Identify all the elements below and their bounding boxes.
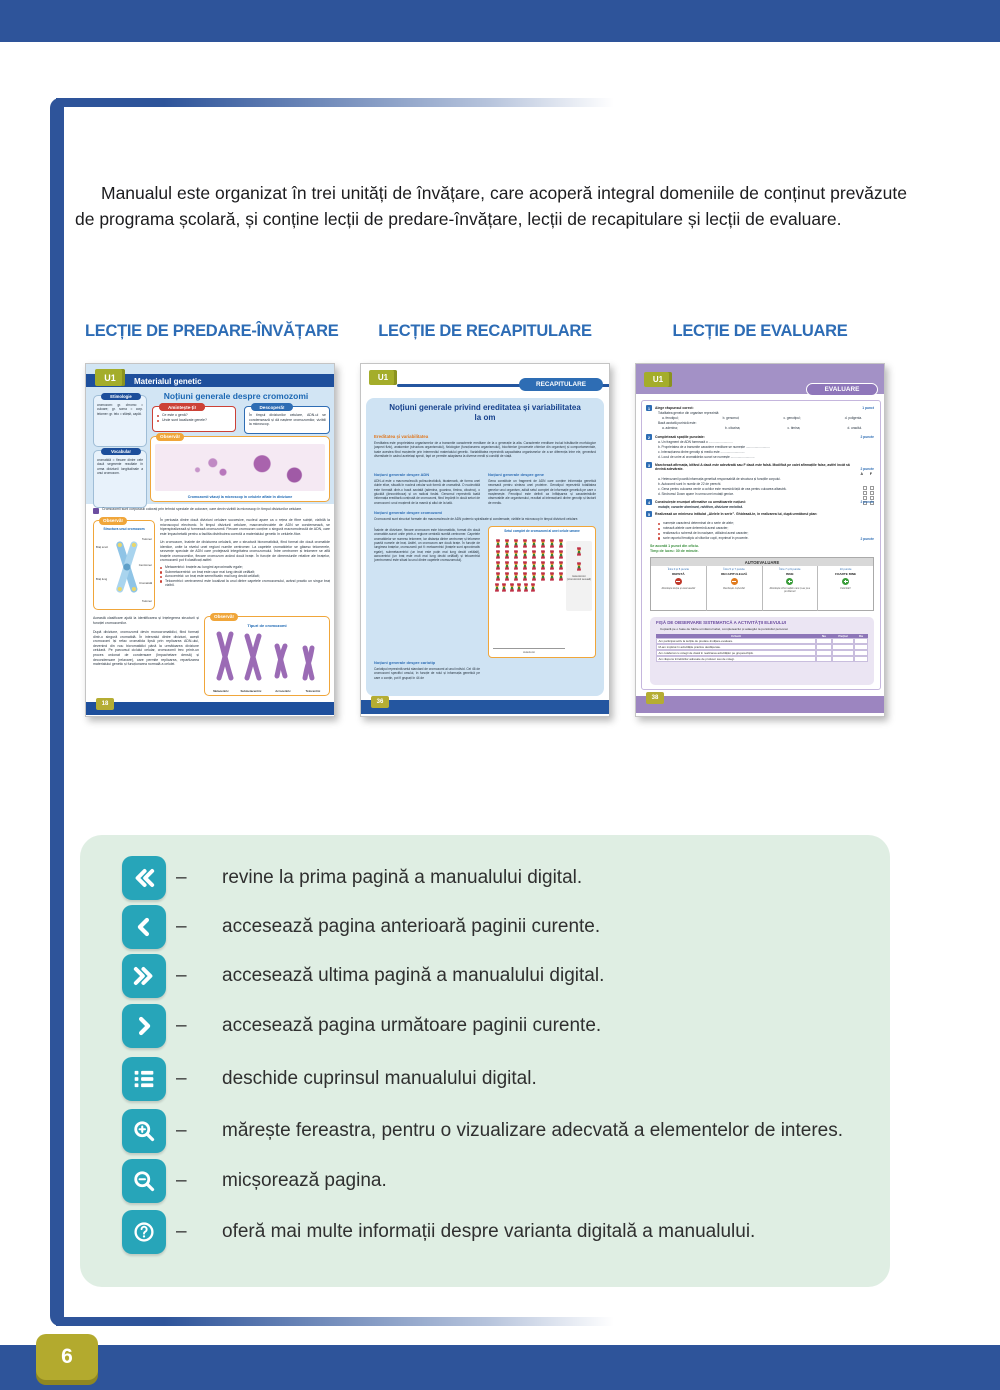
note-icon xyxy=(93,508,99,514)
fisa-header-nu: Nu xyxy=(816,634,832,638)
etimologie-box xyxy=(93,395,147,447)
autoeval-col xyxy=(651,566,707,611)
microscopy-image xyxy=(155,444,325,491)
q4-notions: mutație, caracter dominant, rahitism, diviziune meiotică. xyxy=(658,504,744,509)
q1-text: Alege răspunsul corect: xyxy=(655,405,694,410)
legend-item xyxy=(0,1159,1000,1203)
dash: – xyxy=(176,965,187,986)
fisa-panel xyxy=(650,617,874,685)
autoeval-col xyxy=(763,566,819,611)
heterozomi-label: Heterozomi (cromozomii sexuali) xyxy=(567,575,591,581)
autoeval-red-icon xyxy=(675,578,682,585)
q3-b: b. Autozomii sunt în număr de 22 de perechi. xyxy=(658,482,722,486)
heterozomi-panel xyxy=(566,541,592,611)
autoeval-label: REPETĂ xyxy=(672,572,685,576)
q1-option: a. fenotipul; xyxy=(662,416,679,420)
legend-item-text: mărește fereastra, pentru o vizualizare adecvată a elementelor de interes. xyxy=(222,1120,843,1141)
autoeval-label: BINE xyxy=(786,572,794,576)
etimologie-text: cromozom: gr. chromo = culoare; gr. soma = corp. telomer: gr. telo = sfârșit, capăt. xyxy=(97,403,143,416)
page-number-badge xyxy=(36,1334,98,1380)
heading-adn: Noțiuni generale despre ADN xyxy=(374,472,430,477)
fisa-caption: Copiază pe o foaie de hârtie următorul tabel, completează-l și adaugă-l la portofoliul personal. xyxy=(660,626,789,631)
karyotype-title: Setul complet de cromozomi al unei celule umane xyxy=(504,529,580,533)
label-telomer-bottom: Telomer xyxy=(142,599,152,603)
aminteste-item: Ce este o genă? xyxy=(157,413,232,418)
dash: – xyxy=(176,916,187,937)
label-telomer-top: Telomer xyxy=(142,537,152,541)
q1-sub2: Bază azotată purinică este: xyxy=(658,421,697,425)
observa-micro-box xyxy=(150,436,330,502)
q4-text: Construiește enunțuri afirmative cu următoarele noțiuni: xyxy=(655,499,746,504)
fisa-cell: Am răspuns întrebărilor adresate de profesor sau de colegi. xyxy=(656,656,816,662)
autoeval-note: Felicitări! xyxy=(840,587,851,590)
q1-points: 1 punct xyxy=(862,405,874,410)
chapter-title: Materialul genetic xyxy=(134,376,202,386)
vocabular-title: Vocabular xyxy=(101,448,141,455)
q3-number: 3 xyxy=(647,462,651,468)
legend-item-text: accesează pagina anterioară paginii curente. xyxy=(222,916,601,937)
fisa-header-partial: Parțial xyxy=(832,634,854,638)
q5-bullet: realizează o schemă de încrucișare, utilizând acest caracter; xyxy=(658,531,848,536)
paragraph-gene: Gena constituie un fragment de ADN care conține informația genetică necesară pentru sinteza unei proteine. Genotipul reprezintă totalitatea genelor unui organism, adică setul complet de informație genetică pe care o moștenește. Fenotipul este definit ca înfățișarea și caracteristicile observabile ale organismului, rezultat al interacțiunii dintre genotip și factorii de mediu. xyxy=(488,479,596,505)
vocabular-box xyxy=(93,450,147,508)
fisa-cell: Am colaborat cu colegii de clasă în realizarea activităților pe grupe/echipă. xyxy=(656,650,816,656)
chromosome-diagram xyxy=(111,535,141,599)
autoeval-orange-icon xyxy=(731,578,738,585)
heading-cariotip: Noțiuni generale despre cariotip xyxy=(374,660,436,665)
evaluare-panel xyxy=(641,400,881,690)
paragraph-cromozomi: Cromozomii sunt structuri formate din macromolecule de ADN puternic spiralizate și condensate, vizibile la microscop în timpul diviziunii celulare. xyxy=(374,517,579,521)
recapitulare-badge: RECAPITULARE xyxy=(519,378,603,391)
q4-points: 2 puncte xyxy=(860,499,874,504)
autoeval-range: 10 puncte xyxy=(839,568,852,571)
paragraph-4: După diviziune, cromozomii devin monocromatidici, fiind formați dintr-o singură cromatidă. În intervalul dintre diviziuni, acești cromozomi își refac cromatida lipsă prin replicarea ADN-ului, devenind din nou bicromatidici până la următoarea diviziune celulară. Pe parcursul ciclului celular, cromozomii trec printr-un proces ordonat de condensare (împachetare densă) și decondensare (relaxare), care permite replicarea, repartizarea materialului genetic și funcționarea normală a celulei. xyxy=(93,630,199,667)
label-brat-lung: Braț lung xyxy=(96,577,108,581)
legend-item xyxy=(0,856,1000,900)
dash: – xyxy=(176,1221,187,1242)
chromosome-types-illustration xyxy=(211,630,323,682)
page2-number: 36 xyxy=(371,696,389,708)
diagram-title: Structura unui cromozom xyxy=(103,527,145,531)
autoeval-range: Între 0 și 5 puncte xyxy=(667,568,690,571)
fisa-title: FIȘĂ DE OBSERVARE SISTEMATICĂ A ACTIVITĂȚII ELEVULUI xyxy=(656,620,787,625)
autoeval-green-icon xyxy=(842,578,849,585)
karyotype-grid xyxy=(493,537,565,592)
descopera-title: Descoperă! xyxy=(251,403,293,411)
bottom-band xyxy=(0,1345,1000,1390)
q3-a: a. Heterozomii poartă informația genetică responsabilă de structura și funcțiile corpului. xyxy=(658,477,781,481)
types-title: Tipuri de cromozomi xyxy=(247,623,287,628)
top-band xyxy=(0,0,1000,42)
q1-option: d. poligenia. xyxy=(844,416,862,420)
legend-item xyxy=(0,1109,1000,1153)
vocabular-text: cromatidă = fiecare dintre cele două segmente rezultate în urma diviziunii longitudinale a unui cromozom. xyxy=(97,458,143,475)
q2-c: c. Interacțiunea dintre genotip și mediu este ........................... xyxy=(658,450,745,454)
q3-c: c. Gena pentru culoarea verde a ochilor este recesivă față de cea pentru culoarea albastră. xyxy=(658,487,787,491)
autoeval-range: Între 5 și 7 puncte xyxy=(723,568,745,571)
paragraph-ereditate: Ereditatea este proprietatea organismelor de a transmite caracterele ereditare de la o generație la alta. Caracterele ereditare includ trăsăturile morfologice (aspect fizic), anatomice (structura organismului), fiziologice (funcționarea organismului), biochimice (procesele chimice din organism) și comportamentale, toate acestea fiind moștenite prin intermediul materialului genetic. Variabilitatea reprezintă capacitatea organismelor de a se diferenția între ele, generând diversitate în cadrul aceleiași specii, fapt ce permite adaptarea la diverse medii și condiții de viață. xyxy=(374,441,596,458)
zoom-out-icon xyxy=(122,1159,166,1203)
thumbnail-lectie-evaluare xyxy=(635,363,885,717)
heading-ereditatea: Ereditatea și variabilitatea xyxy=(374,434,429,439)
q4-number: 4 xyxy=(647,499,651,505)
aminteste-item: Unde sunt localizate genele? xyxy=(157,418,232,423)
descopera-box xyxy=(244,406,330,434)
etimologie-title: Etimologie xyxy=(101,393,141,400)
page-number: 6 xyxy=(61,1345,73,1368)
fisa-row xyxy=(656,656,868,662)
q2-b: b. Proprietatea de a transmite caractere ereditare se numește ........................... xyxy=(658,445,770,449)
legend-item-text: accesează pagina următoare paginii curente. xyxy=(222,1015,602,1036)
aminteste-title: Amintește-ți! xyxy=(159,403,205,411)
autoeval-green-icon xyxy=(786,578,793,585)
section-title-recapitulare: LECȚIE DE RECAPITULARE xyxy=(378,322,592,340)
dash: – xyxy=(176,1068,187,1089)
q2-number: 2 xyxy=(647,434,651,440)
autozomi-label: Autozomi xyxy=(493,648,565,654)
autoeval-range: Între 7 și 9 puncte xyxy=(779,568,801,571)
unit-badge: U1 xyxy=(369,370,397,385)
karyotype-box xyxy=(488,526,596,658)
micro-caption: Cromozomii văzuți la microscop în celulele aflate în diviziune xyxy=(187,495,293,499)
autoeval-label: FOARTE BINE xyxy=(835,572,857,576)
fisa-header-criterii: Criterii xyxy=(656,634,816,638)
legend-item-text: micșorează pagina. xyxy=(222,1170,387,1191)
recap-panel xyxy=(366,398,604,696)
previous-page-icon xyxy=(122,905,166,949)
page3-footer xyxy=(636,696,884,713)
q1-option: a. adenina; xyxy=(662,426,678,430)
heading-cromozomi: Noțiuni generale despre cromozomi xyxy=(374,510,443,515)
paragraph-structura: Înainte de diviziune, fiecare cromozom este bicromatidic, format din două cromatide-surori unite printr-o regiune centrală numită centromer. Capetele cromatidelor se numesc telomere, iar distanța dintre centromer și telomere poartă numele de braț. Astfel, un cromozom are două brațe. În funcție de lungimea brațelor, cromozomii pot fi: metacentrici (brațele sunt aproximativ egale), submetacentrici (un braț este puțin mai lung decât celălalt), acrocentrici (un braț este mult mai lung decât celălalt) și telocentrici (centromerul este situat la unul dintre capetele cromozomului). xyxy=(374,528,480,563)
page1-footer xyxy=(86,702,334,715)
thumbnail-lectie-recapitulare xyxy=(360,363,610,717)
heading-gene: Noțiuni generale despre gene xyxy=(488,472,545,477)
page3-number: 38 xyxy=(646,692,664,704)
recap-title: Noțiuni generale privind ereditatea și variabilitatea la om xyxy=(389,403,581,422)
q1-option: b. citozina; xyxy=(725,426,741,430)
intro-paragraph: Manualul este organizat în trei unități de învățare, care acoperă integral domeniile de conținut prevăzute de programa școlară, și conține lecții de predare-învățare, lecții de recapitulare și lecții de evaluare. xyxy=(75,183,907,230)
frame-bottom-line xyxy=(56,1317,956,1326)
autoevaluare-title: AUTOEVALUARE xyxy=(651,558,873,566)
bullet-telocentrici: Telocentrici: centromerul este localizat la unul dintre capetele cromozomului, având practic un singur braț vizibil. xyxy=(160,579,330,588)
q3-text: Marchează afirmația, bifând A dacă este adevărată sau F dacă este falsă. Modifică pe caiet afirmațiile false, astfel încât să devină adevărate. xyxy=(655,462,850,471)
q5-bullet: scrie raportul fenotipic al viitorilor copii, exprimat în procente. xyxy=(658,536,848,541)
q3-col-a: A xyxy=(860,472,863,476)
section-title-evaluare: LECȚIE DE EVALUARE xyxy=(672,322,848,340)
paragraph-2: Un cromozom, înainte de diviziunea celulară, are o structură bicromatidică, fiind format din două cromatide identice, unite la nivelul unei regiuni numite centromer. La capetele cromatidelor se găsesc telomerele, secvențe speciale de ADN care protejează integritatea cromozomului. Între centromer și telomere se află brațele cromozomilor, fiecare cromozom având două brațe. În funcție de dimensiunile relative ale brațelor, cromozomii pot fi clasificați astfel: xyxy=(160,540,330,563)
q1-number: 1 xyxy=(647,405,651,411)
q5-text: Realizează un minieseu intitulat „Alelele în serie”. Ghidează-te, în realizarea lui, după următorul plan: xyxy=(655,511,818,516)
fisa-cell: M-am implicat în activitățile practice desfășurate. xyxy=(656,644,816,650)
observa-label: Observă! xyxy=(210,613,238,621)
legend-item-text: revine la prima pagină a manualului digital. xyxy=(222,867,583,888)
q1-option: b. genomul; xyxy=(722,416,740,420)
bullet-acrocentrici: Acrocentrici: un braț este semnificativ mai lung decât celălalt; xyxy=(160,574,330,579)
dash: – xyxy=(176,867,187,888)
table-of-contents-icon xyxy=(122,1057,166,1101)
autoeval-col xyxy=(707,566,763,611)
last-page-icon xyxy=(122,954,166,998)
descopera-text: În timpul diviziunilor celulare, ADN-ul se condensează și dă naștere cromozomilor, vizibili la microscop. xyxy=(249,413,326,427)
legend-item xyxy=(0,954,1000,998)
zoom-in-icon xyxy=(122,1109,166,1153)
q5-bullet: numește caracterul determinat de o serie de alele; xyxy=(658,521,848,526)
observa-label: Observă! xyxy=(156,433,184,441)
dash: – xyxy=(176,1170,187,1191)
fisa-table xyxy=(656,634,868,662)
autoeval-note: Recitește informațiile care ți-au pus probleme! xyxy=(769,587,811,593)
frame-top-line xyxy=(56,98,956,107)
q2-points: 2 puncte xyxy=(860,434,874,439)
legend-item-text: oferă mai multe informații despre varianta digitală a manualului. xyxy=(222,1221,756,1242)
q5-bullet: notează alelele care determină acest caracter; xyxy=(658,526,848,531)
legend-item xyxy=(0,1057,1000,1101)
q5-points: 2 puncte xyxy=(860,537,874,541)
page2-footer xyxy=(361,700,609,714)
legend-item xyxy=(0,905,1000,949)
page1-number: 18 xyxy=(96,698,114,710)
type-label: Submetacentric xyxy=(240,689,262,693)
q3-d: d. Sindromul Down apare în urma unei mutații genice. xyxy=(658,492,735,496)
legend-item xyxy=(0,1004,1000,1048)
q1-sub1: Totalitatea genelor din organism reprezintă: xyxy=(658,411,720,415)
fisa-cell: Am participat activ la lecțiile de predare-învățare-evaluare. xyxy=(656,638,816,644)
q1-option: c. timina; xyxy=(787,426,801,430)
office-point: Se acordă 1 punct din oficiu. xyxy=(650,544,699,548)
intro-line: Cromozomii sunt corpusculi colorați prin tehnici speciale de colorare, care devin vizibili la microscop în timpul diviziunilor celulare. xyxy=(102,507,303,511)
next-page-icon xyxy=(122,1004,166,1048)
aminteste-box xyxy=(152,406,236,432)
q2-d: d. Locul de unire al cromatidelor-surori se numește ........................... xyxy=(658,455,755,459)
evaluare-badge: EVALUARE xyxy=(806,383,878,396)
autoeval-note: Recitește lecția și exersează! xyxy=(661,587,696,590)
legend-item-text: accesează ultima pagină a manualului digital. xyxy=(222,965,605,986)
fisa-header-da: Da xyxy=(854,634,868,638)
q2-text: Completează spațiile punctate: xyxy=(655,434,705,439)
work-time: Timp de lucru: 30 de minute. xyxy=(650,549,699,553)
legend-item-text: deschide cuprinsul manualului digital. xyxy=(222,1068,537,1089)
q1-option: c. genotipul; xyxy=(783,416,801,420)
autoeval-col xyxy=(818,566,873,611)
autoeval-label: RECAPITULEAZĂ xyxy=(721,572,748,576)
paragraph-cariotip: Cariotipul reprezintă setul standard de cromozomi al unui individ. Cei 46 de cromozomi specifici omului, în funcție de rolul și informația genetică pe care o conțin, pot fi grupați în 44 de xyxy=(374,667,480,680)
label-cromatida: Cromatidă xyxy=(139,581,152,585)
paragraph-1: În perioada dintre două diviziuni celulare succesive, nucleul apare ca o rețea de fibre subțiri, vizibilă la microscopul electronic. În timpul diviziunii celulare, macromoleculele de ADN se condensează, se hiperspiralizează și formează cromozomii. Fiecare cromozom conține o singură macromoleculă de ADN, care este împachetată pentru a facilita distribuirea corectă a materialului genetic în celulele-fiice. xyxy=(160,518,330,536)
q5-number: 5 xyxy=(647,511,651,517)
observa-types-box xyxy=(204,616,330,696)
type-label: Acrocentric xyxy=(275,689,291,693)
bullet-submetacentrici: Submetacentrici: un braț este ușor mai lung decât celălalt; xyxy=(160,570,330,575)
paragraph-adn: ADN-ul este o macromoleculă polinucleotidică, bicatenară, de forma unei duble elice, situată în nucleul celular sub formă de cromatină. O nucleotidă este formată dintr-o bază azotată (adenina, guanina, timina, citozina), o glucidă (dezoxiriboza) și un radical fosfat. Genomul reprezintă toată informația ereditară conținută de cromozomi, fiind împărțit în două seturi de cromozomi: unul moștenit de la mamă și altul de la tată. xyxy=(374,479,480,505)
bullet-metacentrici: Metacentrici: brațele au lungimi aproximativ egale; xyxy=(160,565,330,570)
label-centromer: Centromer xyxy=(138,563,152,567)
type-label: Telocentric xyxy=(305,689,321,693)
thumbnail-lectie-predare xyxy=(85,363,335,717)
dash: – xyxy=(176,1120,187,1141)
q2-a: a. Un fragment de ADN formează o ........................... xyxy=(658,440,733,444)
label-brat-scurt: Braț scurt xyxy=(96,545,108,549)
paragraph-3: Această clasificare ajută la identificarea și înțelegerea structurii și funcției cromozomilor. xyxy=(93,616,199,625)
type-label: Metacentric xyxy=(213,689,229,693)
dash: – xyxy=(176,1015,187,1036)
unit-badge: U1 xyxy=(644,372,672,387)
lesson-title: Noțiuni generale despre cromozomi xyxy=(163,391,309,401)
q1-option: d. uracilul. xyxy=(847,426,862,430)
first-page-icon xyxy=(122,856,166,900)
section-title-predare: LECȚIE DE PREDARE-ÎNVĂȚARE xyxy=(85,322,339,340)
q3-col-f: F xyxy=(869,472,872,476)
q3-points: 2 puncte xyxy=(860,467,874,471)
autoevaluare-table xyxy=(650,557,874,611)
observa-structure-box xyxy=(93,520,155,610)
autoeval-note: Recitește noțiunile! xyxy=(723,587,746,590)
help-icon xyxy=(122,1210,166,1254)
observa-label: Observă! xyxy=(99,517,127,525)
unit-badge: U1 xyxy=(95,369,125,386)
legend-item xyxy=(0,1210,1000,1254)
